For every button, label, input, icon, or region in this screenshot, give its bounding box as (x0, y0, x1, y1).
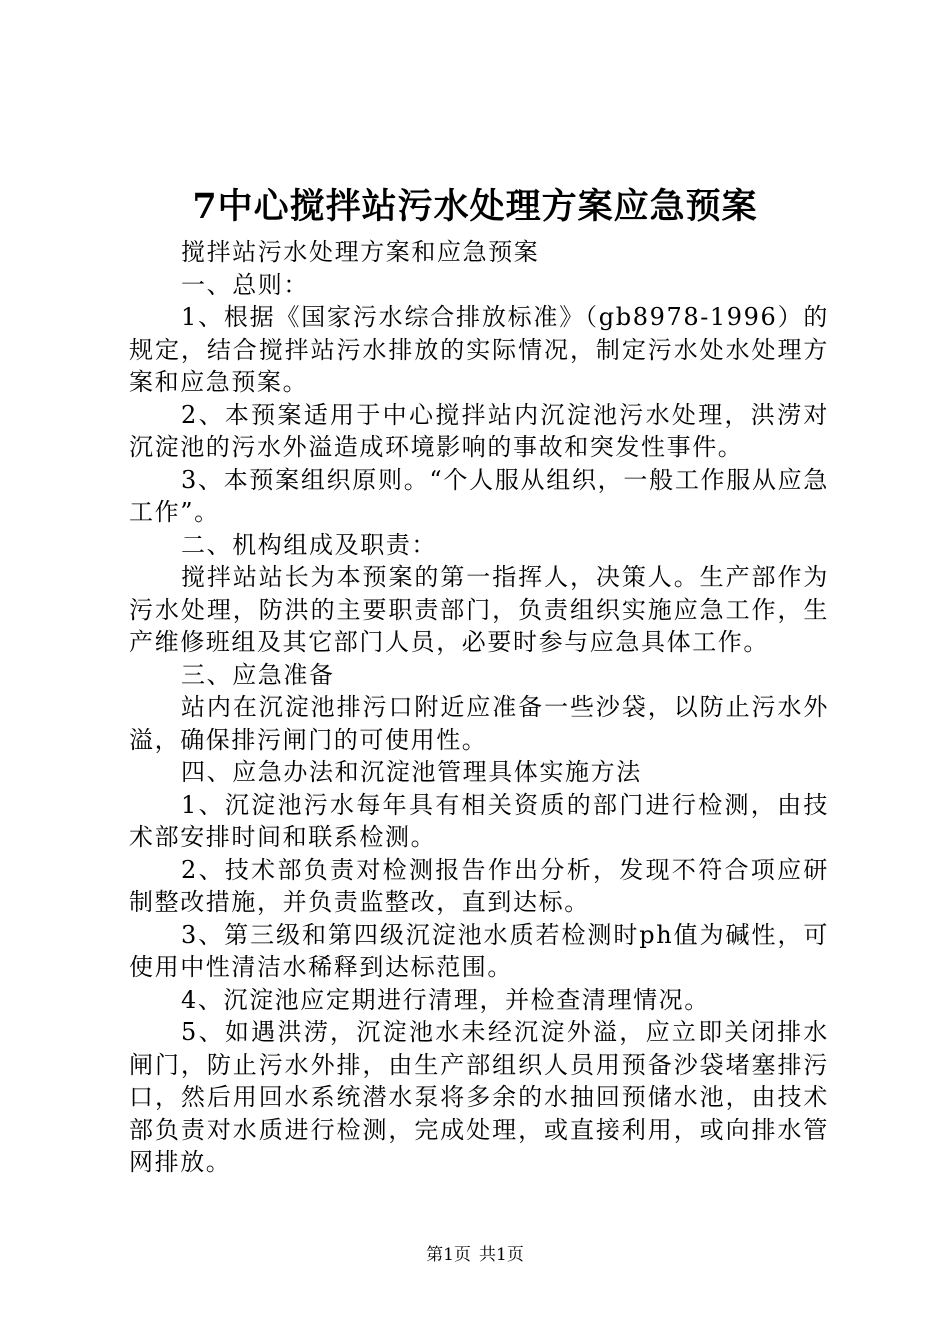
paragraph-general-1: 1、根据《国家污水综合排放标准》（gb8978-1996）的规定，结合搅拌站污水排放的实际情况，制定污水处水处理方案和应急预案。 (129, 303, 829, 396)
paragraph-method-2: 2、技术部负责对检测报告作出分析，发现不符合项应研制整改措施，并负责监整改，直到达标。 (129, 855, 829, 916)
paragraph-method-5: 5、如遇洪涝，沉淀池水未经沉淀外溢，应立即关闭排水闸门，防止污水外排，由生产部组织人员用预备沙袋堵塞排污口，然后用回水系统潜水泵将多余的水抽回预储水池，由技术部负责对水质进行检测，完成处理，或直接利用，或向排水管网排放。 (129, 1018, 829, 1176)
page-number: 第1页 (426, 1245, 471, 1265)
paragraph-general-3: 3、本预案组织原则。“个人服从组织，一般工作服从应急工作”。 (129, 465, 829, 526)
paragraph-method-3: 3、第三级和第四级沉淀池水质若检测时ph值为碱性，可使用中性清洁水稀释到达标范围。 (129, 920, 829, 981)
page-total: 共1页 (479, 1245, 524, 1265)
section-heading-organization: 二、机构组成及职责： (181, 530, 437, 559)
paragraph-method-4: 4、沉淀池应定期进行清理，并检查清理情况。 (181, 985, 710, 1014)
subtitle-paragraph: 搅拌站污水处理方案和应急预案 (181, 238, 540, 266)
paragraph-organization: 搅拌站站长为本预案的第一指挥人，决策人。生产部作为污水处理，防洪的主要职责部门，负责组织实施应急工作，生产维修班组及其它部门人员，必要时参与应急具体工作。 (129, 563, 829, 656)
paragraph-preparation: 站内在沉淀池排污口附近应准备一些沙袋，以防止污水外溢，确保排污闸门的可使用性。 (129, 693, 829, 754)
section-heading-preparation: 三、应急准备 (181, 660, 335, 689)
section-heading-methods: 四、应急办法和沉淀池管理具体实施方法 (181, 758, 642, 786)
paragraph-general-2: 2、本预案适用于中心搅拌站内沉淀池污水处理，洪涝对沉淀池的污水外溢造成环境影响的事故和突发性事件。 (129, 400, 829, 461)
document-title: 7中心搅拌站污水处理方案应急预案 (192, 186, 758, 227)
page-footer (0, 1244, 950, 1266)
section-heading-general: 一、总则： (181, 270, 309, 299)
document-body (129, 236, 829, 1179)
paragraph-method-1: 1、沉淀池污水每年具有相关资质的部门进行检测，由技术部安排时间和联系检测。 (129, 790, 829, 851)
